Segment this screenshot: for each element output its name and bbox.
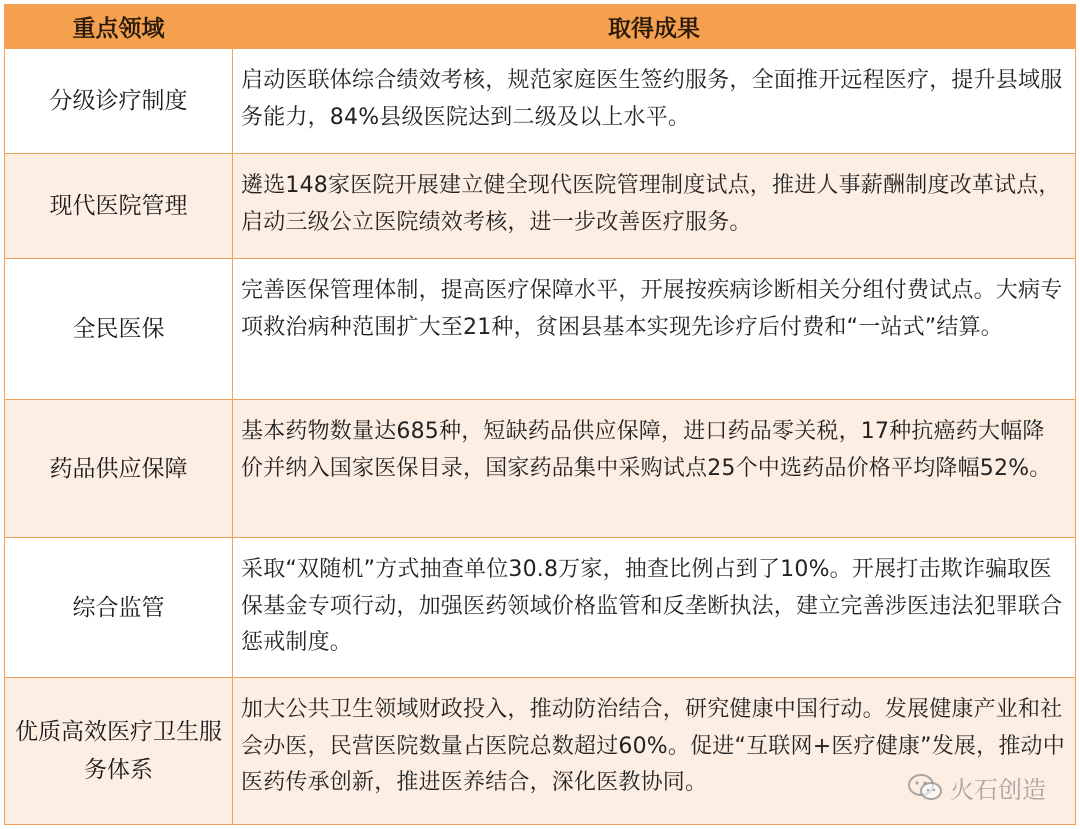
row-result: 启动医联体综合绩效考核，规范家庭医生签约服务，全面推开远程医疗，提升县域服务能力，84%县级医院达到二级及以上水平。 xyxy=(241,68,1063,130)
row-result: 遴选148家医院开展建立健全现代医院管理制度试点，推进人事薪酬制度改革试点，启动三级公立医院绩效考核，进一步改善医疗服务。 xyxy=(241,173,1061,235)
row-result: 采取“双随机”方式抽查单位30.8万家，抽查比例占到了10%。开展打击欺诈骗取医保基金专项行动，加强医药领域价格监管和反垄断执法，建立完善涉医违法犯罪联合惩戒制度。 xyxy=(241,557,1063,655)
row-result: 基本药物数量达685种，短缺药品供应保障，进口药品零关税，17种抗癌药大幅降价并纳入国家医保目录，国家药品集中采购试点25个中选药品价格平均降幅52%。 xyxy=(241,419,1052,481)
watermark-text: 火石创造 xyxy=(950,776,1046,804)
table-row xyxy=(5,259,1075,400)
table-row xyxy=(5,49,1075,154)
table-row xyxy=(5,538,1075,678)
row-area: 现代医院管理 xyxy=(5,154,233,258)
header-results: 取得成果 xyxy=(608,16,700,42)
reform-results-table xyxy=(4,4,1076,825)
row-result: 加大公共卫生领域财政投入，推动防治结合，研究健康中国行动。发展健康产业和社会办医，民营医院数量占医院总数超过60%。促进“互联网+医疗健康”发展，推动中医药传承创新，推进医养结合，深化医教协同。 xyxy=(241,697,1065,795)
table-row xyxy=(5,400,1075,538)
row-area: 药品供应保障 xyxy=(5,400,233,537)
row-area: 全民医保 xyxy=(5,259,233,399)
table-header xyxy=(5,5,1075,49)
table-row xyxy=(5,678,1075,824)
row-area: 综合监管 xyxy=(5,538,233,677)
table-row xyxy=(5,154,1075,259)
row-area: 优质高效医疗卫生服务体系 xyxy=(5,678,233,824)
row-area: 分级诊疗制度 xyxy=(5,49,233,153)
row-result: 完善医保管理体制，提高医疗保障水平，开展按疾病诊断相关分组付费试点。大病专项救治病种范围扩大至21种，贫困县基本实现先诊疗后付费和“一站式”结算。 xyxy=(241,278,1063,340)
header-key-area: 重点领域 xyxy=(5,5,233,48)
